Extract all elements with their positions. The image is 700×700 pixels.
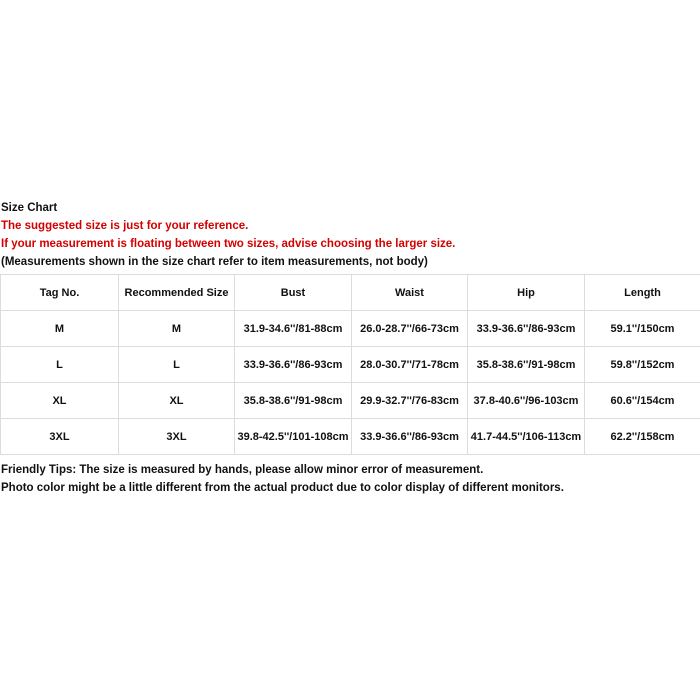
- cell-tag-no: M: [1, 311, 119, 347]
- cell-recommended-size: L: [119, 347, 235, 383]
- cell-bust: 35.8-38.6''/91-98cm: [235, 383, 352, 419]
- cell-length: 59.1''/150cm: [585, 311, 700, 347]
- floating-size-note: If your measurement is floating between two sizes, advise choosing the larger size.: [1, 238, 456, 250]
- cell-hip: 41.7-44.5''/106-113cm: [468, 419, 585, 455]
- header-length: Length: [585, 275, 700, 311]
- cell-hip: 33.9-36.6''/86-93cm: [468, 311, 585, 347]
- cell-waist: 29.9-32.7''/76-83cm: [352, 383, 468, 419]
- table-row: [1, 419, 700, 455]
- cell-recommended-size: XL: [119, 383, 235, 419]
- cell-bust: 31.9-34.6''/81-88cm: [235, 311, 352, 347]
- cell-bust: 33.9-36.6''/86-93cm: [235, 347, 352, 383]
- table-header-row: [1, 275, 700, 311]
- cell-recommended-size: 3XL: [119, 419, 235, 455]
- cell-hip: 37.8-40.6''/96-103cm: [468, 383, 585, 419]
- cell-length: 60.6''/154cm: [585, 383, 700, 419]
- table-row: [1, 383, 700, 419]
- color-disclaimer: Photo color might be a little different from the actual product due to color display of different monitors.: [1, 482, 564, 494]
- cell-tag-no: 3XL: [1, 419, 119, 455]
- header-recommended-size: Recommended Size: [119, 275, 235, 311]
- cell-bust: 39.8-42.5''/101-108cm: [235, 419, 352, 455]
- friendly-tips: Friendly Tips: The size is measured by hands, please allow minor error of measurement.: [1, 464, 484, 476]
- suggestion-note: The suggested size is just for your reference.: [1, 220, 249, 232]
- header-waist: Waist: [352, 275, 468, 311]
- cell-length: 59.8''/152cm: [585, 347, 700, 383]
- measurements-note: (Measurements shown in the size chart refer to item measurements, not body): [1, 256, 428, 268]
- cell-waist: 28.0-30.7''/71-78cm: [352, 347, 468, 383]
- cell-length: 62.2''/158cm: [585, 419, 700, 455]
- size-chart-sheet: [0, 199, 700, 497]
- cell-tag-no: XL: [1, 383, 119, 419]
- cell-tag-no: L: [1, 347, 119, 383]
- cell-waist: 26.0-28.7''/66-73cm: [352, 311, 468, 347]
- cell-recommended-size: M: [119, 311, 235, 347]
- header-tag-no: Tag No.: [1, 275, 119, 311]
- table-row: [1, 311, 700, 347]
- cell-hip: 35.8-38.6''/91-98cm: [468, 347, 585, 383]
- table-row: [1, 347, 700, 383]
- header-hip: Hip: [468, 275, 585, 311]
- header-bust: Bust: [235, 275, 352, 311]
- size-table: [0, 274, 700, 455]
- size-chart-heading: Size Chart: [1, 202, 58, 214]
- cell-waist: 33.9-36.6''/86-93cm: [352, 419, 468, 455]
